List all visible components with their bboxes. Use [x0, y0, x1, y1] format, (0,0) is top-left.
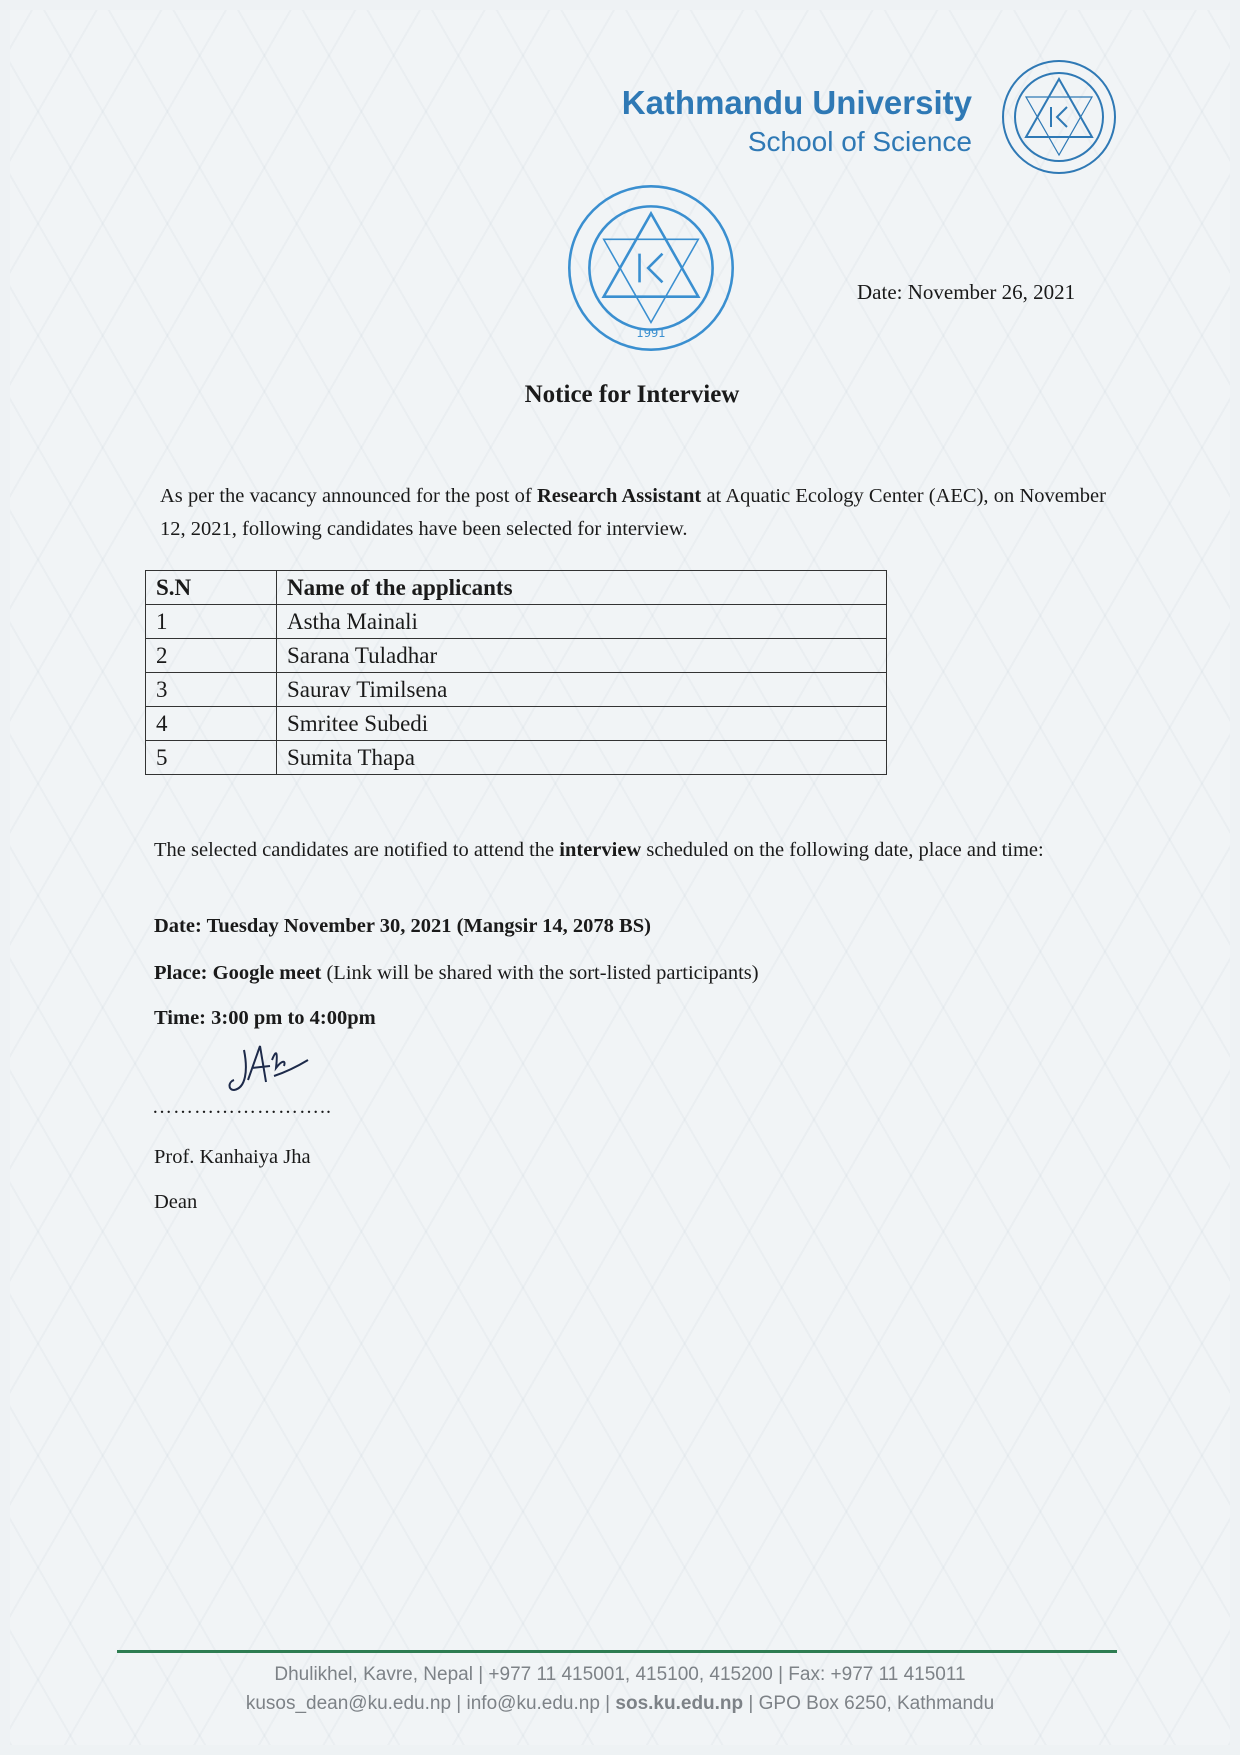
table-row: [146, 605, 887, 639]
signature: [226, 1040, 326, 1100]
notice-date: Date: November 26, 2021: [857, 280, 1076, 304]
page-title: Notice for Interview: [524, 381, 740, 408]
cell-sn: 4: [146, 707, 277, 741]
footer-contacts: kusos_dean@ku.edu.np | info@ku.edu.np | sos.ku.edu.np | GPO Box 6250, Kathmandu: [245, 1693, 995, 1714]
footer-divider: [117, 1650, 1117, 1653]
notice-paragraph: The selected candidates are notified to attend the interview scheduled on the following date, place and time:: [154, 839, 1044, 861]
column-header-name: Name of the applicants: [277, 571, 887, 605]
cell-sn: 3: [146, 673, 277, 707]
signatory-position: Dean: [154, 1191, 198, 1213]
ku-seal-logo-small: [999, 57, 1119, 177]
website-link[interactable]: sos.ku.edu.np: [615, 1693, 744, 1714]
cell-sn: 1: [146, 605, 277, 639]
seal-year: 1991: [636, 325, 666, 340]
table-row: [146, 639, 887, 673]
school-name: School of Science: [747, 126, 972, 157]
cell-name: Sumita Thapa: [277, 741, 887, 775]
table-row: [146, 707, 887, 741]
cell-name: Astha Mainali: [277, 605, 887, 639]
cell-name: Sarana Tuladhar: [277, 639, 887, 673]
signatory-name: Prof. Kanhaiya Jha: [154, 1146, 311, 1168]
intro-paragraph: As per the vacancy announced for the post of Research Assistant at Aquatic Ecology Center (AEC), on November 12, 2021, following candidates have been selected for interview.: [160, 485, 1106, 540]
interview-place: Place: Google meet (Link will be shared with the sort-listed participants): [154, 962, 759, 984]
cell-name: Saurav Timilsena: [277, 673, 887, 707]
interview-time: Time: 3:00 pm to 4:00pm: [154, 1007, 376, 1029]
signature-line: ……………………..: [152, 1096, 332, 1118]
applicants-table: [145, 570, 887, 775]
table-row: [146, 673, 887, 707]
cell-sn: 2: [146, 639, 277, 673]
ku-seal-stamp: [565, 182, 737, 354]
footer-address: Dhulikhel, Kavre, Nepal | +977 11 415001, 415100, 415200 | Fax: +977 11 415011: [274, 1664, 966, 1685]
university-name: Kathmandu University: [621, 84, 972, 121]
table-header-row: [146, 571, 887, 605]
column-header-sn: S.N: [146, 571, 277, 605]
table-row: [146, 741, 887, 775]
interview-date: Date: Tuesday November 30, 2021 (Mangsir 14, 2078 BS): [154, 915, 651, 937]
cell-sn: 5: [146, 741, 277, 775]
cell-name: Smritee Subedi: [277, 707, 887, 741]
